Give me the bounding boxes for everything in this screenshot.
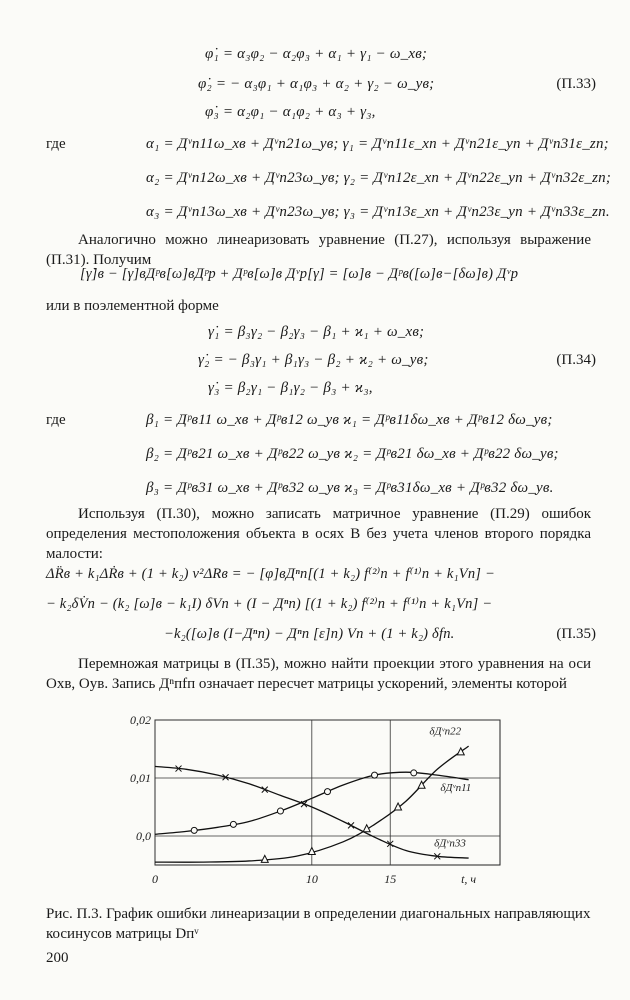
series-point-circle — [191, 827, 197, 833]
series-point-circle — [325, 789, 331, 795]
where-label-2: где — [46, 412, 66, 428]
series-label: δДᵛп11 — [440, 781, 472, 794]
paragraph-linearize — [46, 230, 591, 270]
y-tick-label: 0,02 — [130, 713, 151, 727]
beta-kappa-line2: β₂ = Дᵖв21 ω_xв + Дᵖв22 ω_yв ϰ₂ = Дᵖв21 δω_xв + Дᵖв22 δω_yв; — [146, 446, 559, 462]
series-point-triangle — [457, 748, 464, 755]
series-point-triangle — [308, 847, 315, 854]
paragraph-projection-text: Перемножая матрицы в (П.35), можно найти проекции этого уравнения на оси Oxв, Oyв. Запись Дⁿпfп означает пересчет матрицы ускорений, элементы которой — [46, 656, 591, 692]
alpha-gamma-line3: α₃ = Дᵛп13ω_xв + Дᵛп23ω_yв; γ₃ = Дᵛп13ε_xп + Дᵛп23ε_yп + Дᵛп33ε_zп. — [146, 204, 610, 220]
matrix-equation: [γ̇]в − [γ]вДᵖв[ω]вДᵖр + Дᵖв[ω]в Дᵛр[γ] = [ω]в − Дᵖв([ω]в−[δω]в) Дᵛр — [80, 266, 519, 282]
series-point-cross — [348, 822, 354, 828]
equation-number-p35: (П.35) — [556, 626, 596, 642]
series-label: δДᵛп22 — [429, 725, 462, 738]
equation-p33-line3: φ̇₃ = α₂φ₁ − α₁φ₂ + α₃ + γ₃, — [205, 104, 376, 120]
equation-number-p34: (П.34) — [556, 352, 596, 368]
where-label: где — [46, 136, 66, 152]
equation-p33-line2: φ̇₂ = − α₃φ₁ + α₁φ₃ + α₂ + γ₂ − ω_yв; — [198, 76, 435, 92]
linearization-error-chart — [0, 700, 630, 900]
series-point-circle — [372, 772, 378, 778]
paragraph-matrix-equation — [46, 504, 591, 564]
x-axis-label: t, ч — [461, 872, 477, 886]
equation-p35-line3: −k₂([ω]в (I−Дⁿп) − Дⁿп [ε]п) Vп + (1 + k₂) δfп. — [164, 626, 455, 642]
paragraph-linearize-text: Аналогично можно линеаризовать уравнение (П.27), используя выражение (П.31). Получим — [46, 232, 591, 268]
figure-caption: Рис. П.3. График ошибки линеаризации в определении диагональных направляющих косинусов матрицы Dпᵛ — [46, 906, 591, 942]
series-point-circle — [230, 821, 236, 827]
series-point-triangle — [261, 855, 268, 862]
equation-p34-line1: γ̇₁ = β₃γ₂ − β₂γ₃ − β₁ + ϰ₁ + ω_xв; — [208, 324, 425, 340]
series-point-circle — [411, 770, 417, 776]
equation-p35-line2: − k₂δV̇п − (k₂ [ω]в − k₁I) δVп + (I − Дⁿп) [(1 + k₂) f⁽²⁾п + f⁽¹⁾п + k₁Vп] − — [46, 596, 493, 612]
paragraph-projection — [46, 654, 591, 694]
series-label: δДᵛп33 — [434, 837, 466, 850]
alpha-gamma-line1: α₁ = Дᵛп11ω_xв + Дᵛп21ω_yв; γ₁ = Дᵛп11ε_xп + Дᵛп21ε_yп + Дᵛп31ε_zп; — [146, 136, 609, 152]
paragraph-elementwise-text: или в поэлементной форме — [46, 298, 219, 314]
equation-p33-line1: φ̇₁ = α₃φ₂ − α₂φ₃ + α₁ + γ₁ − ω_xв; — [205, 46, 428, 62]
y-tick-label: 0,0 — [136, 829, 151, 843]
x-tick-label: 15 — [384, 872, 397, 886]
y-tick-label: 0,01 — [130, 771, 151, 785]
x-tick-label: 0 — [152, 872, 158, 886]
x-tick-label: 10 — [305, 872, 318, 886]
equation-p34-line2: γ̇₂ = − β₃γ₁ + β₁γ₃ − β₂ + ϰ₂ + ω_yв; — [198, 352, 429, 368]
page-number: 200 — [46, 950, 69, 966]
equation-number-p33: (П.33) — [556, 76, 596, 92]
paragraph-elementwise — [46, 296, 591, 316]
paragraph-matrix-equation-text: Используя (П.30), можно записать матричное уравнение (П.29) ошибок определения местоположения объекта в осях В без учета членов второго порядка малости: — [46, 506, 591, 562]
beta-kappa-line3: β₃ = Дᵖв31 ω_xв + Дᵖв32 ω_yв ϰ₃ = Дᵖв31δω_xв + Дᵖв32 δω_yв. — [146, 480, 554, 496]
equation-p35-line1: ΔR̈в + k₁ΔṘв + (1 + k₂) ν²ΔRв = − [φ]вДⁿп[(1 + k₂) f⁽²⁾п + f⁽¹⁾п + k₁Vп] − — [46, 566, 495, 582]
equation-p34-line3: γ̇₃ = β₂γ₁ − β₁γ₂ − β₃ + ϰ₃, — [208, 380, 373, 396]
beta-kappa-line1: β₁ = Дᵖв11 ω_xв + Дᵖв12 ω_yв ϰ₁ = Дᵖв11δω_xв + Дᵖв12 δω_yв; — [146, 412, 553, 428]
alpha-gamma-line2: α₂ = Дᵛп12ω_xв + Дᵛп23ω_yв; γ₂ = Дᵛп12ε_xп + Дᵛп22ε_yп + Дᵛп32ε_zп; — [146, 170, 612, 186]
series-point-circle — [277, 808, 283, 814]
